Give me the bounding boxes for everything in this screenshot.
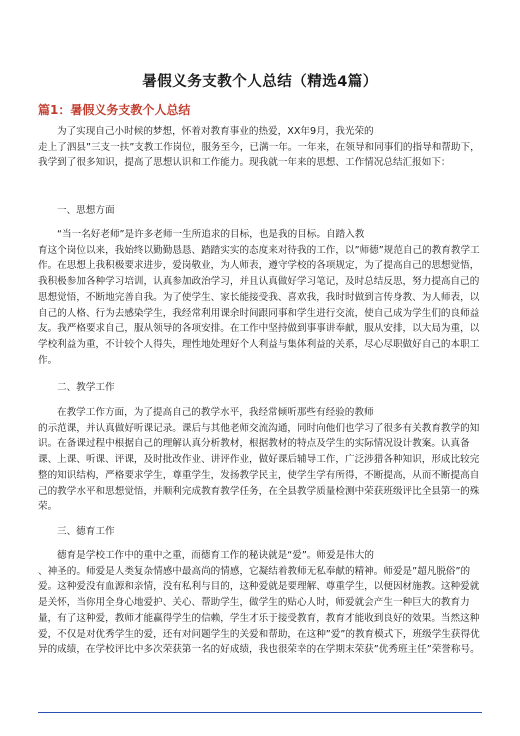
section-3-paragraph: 、神圣的。师爱是人类复杂情感中最高尚的情感，它凝结着教师无私奉献的精神。师爱是”超凡脱俗”的爱。这种爱没有血源和亲情，没有私利与目的，这种爱就是要理解、尊重学生，以便因材施教。这种爱就是关怀，当你用全身心地爱护、关心、帮助学生，做学生的贴心人时，师爱就会产生一种巨大的教育力量，有了这种爱，教师才能赢得学生的信赖，学生才乐于接受教育，教育才能收到良好的效果。当然这种爱，不仅是对优秀学生的爱，还有对问题学生的关爱和帮助，在这种”爱”的教育模式下，班级学生获得优异的成绩，在学校评比中多次荣获第一名的好成绩，我也很荣幸的在学期末荣获”优秀班主任”荣誉称号。 <box>38 565 480 656</box>
intro-block <box>38 124 482 171</box>
footer-divider <box>38 712 482 713</box>
section-2-heading-block <box>38 380 482 396</box>
section-heading: 二、教学工作 <box>57 382 115 393</box>
section-heading: 一、思想方面 <box>57 205 115 216</box>
section-2-line-1: 在教学工作方面，为了提高自己的教学水平，我经常倾听那些有经验的教师 <box>57 407 374 418</box>
section-3-heading-block <box>38 524 482 540</box>
section-2-paragraph: 的示范课，并认真做好听课记录。课后与其他老师交流沟通，同时向他们也学习了很多有关教育教学的知识。在备课过程中根据自己的理解认真分析教材，根据教材的特点及学生的实际情况设计教案。认真备课、上课、听课、评课，及时批改作业、讲评作业，做好课后辅导工作，广泛涉猎各种知识，形成比较完整的知识结构，严格要求学生，尊重学生，发扬教学民主，使学生学有所得，不断提高，从而不断提高自己的教学水平和思想觉悟，并顺利完成教育教学任务，在全县教学质量检测中荣获班级评比全县第一的殊荣。 <box>38 422 480 513</box>
section-3-line-1: 德育是学校工作中的重中之重，而德育工作的秘诀就是“爱”。师爱是伟大的 <box>57 550 374 561</box>
section-heading: 三、德育工作 <box>57 526 115 537</box>
section-3-body <box>38 548 482 658</box>
section-1-line-1: “当一名好老师”是许多老师一生所追求的目标，也是我的目标。自踏入教 <box>57 229 365 240</box>
section-1-paragraph: 育这个岗位以来，我始终以勤勤恳恳、踏踏实实的态度来对待我的工作，以”师德”规范自己的教育教学工作。在思想上我积极要求进步，爱岗敬业，为人师表，遵守学校的各项规定，为了提高自己的思想觉悟，我积极参加各种学习培训，认真参加政治学习，并且认真做好学习笔记，及时总结反思，努力提高自己的思想觉悟，不断地完善自我。为了使学生、家长能接受我、喜欢我，我时时做到言传身教、为人师表，以自己的人格、行为去感染学生，我经常利用课余时间跟同事和学生进行交流，使自己成为学生们的良师益友。我严格要求自己，服从领导的各项安排。在工作中坚持做到事事讲奉献，服从安排，以大局为重，以学校利益为重，不计较个人得失，理性地处理好个人利益与集体利益的关系，尽心尽职做好自己的本职工作。 <box>38 244 480 366</box>
section-1-body <box>38 227 482 368</box>
section-2-body <box>38 405 482 515</box>
article-heading: 篇1：暑假义务支教个人总结 <box>38 103 191 117</box>
intro-paragraph: 走上了泗县”三支一扶”支教工作岗位，服务至今，已满一年。一年来，在领导和同事们的指导和帮助下，我学到了很多知识，提高了思想认识和工作能力。现我就一年来的思想、工作情况总结汇报如下： <box>38 141 480 169</box>
intro-line-1: 为了实现自己小时候的梦想，怀着对教育事业的热爱，XX年9月，我光荣的 <box>57 126 374 137</box>
document-title: 暑假义务支教个人总结（精选4篇） <box>142 74 378 90</box>
section-1-heading-block <box>38 203 482 219</box>
